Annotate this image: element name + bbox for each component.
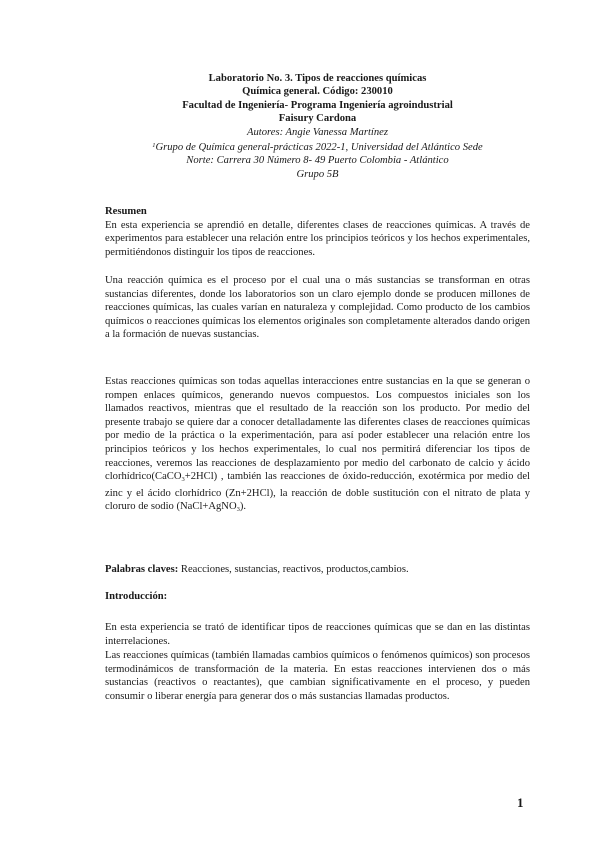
introduccion-heading [105,590,530,604]
resumen-paragraph-2: Una reacción química es el proceso por el cual una o más sustancias se transforman en otras sustancias diferentes, donde los laboratorios son un claro ejemplo donde se producen millones de reacciones químicas, las cuales varían en naturaleza y complejidad. Como producto de los cambios químicos o reacciones químicas los elementos originales son completamente alterados dando origen a la formación de nuevas sustancias. [105,275,530,341]
paragraph-3-text-c: ). [239,501,247,513]
agno3-subscript: 3 [236,506,240,514]
keywords-label: Palabras claves: [105,564,179,575]
introduccion-heading-text: Introducción: [105,591,168,602]
introduccion-paragraph-1: En esta experiencia se trató de identificar tipos de reacciones químicas que se dan en las distintas interrelaciones. [105,622,530,647]
resumen-paragraph-3 [105,375,530,517]
instructor-line: Faisury Cardona [278,113,357,125]
affiliation-text: Grupo de Química general-prácticas 2022-1, Universidad del Atlántico Sede [155,142,483,154]
resumen-section [105,205,530,259]
paper-header [105,72,530,181]
introduccion-paragraph-2: Las reacciones químicas (también llamadas cambios químicos o fenómenos químicos) son procesos termodinámicos de transformación de la materia. En estas reacciones intervienen dos o más sustancias (reactivos o reactantes), que cambian significativamente en el proceso, y pueden consumir o liberar energía para generar dos o más sustancias llamadas productos. [105,650,530,702]
paper-title: Laboratorio No. 3. Tipos de reacciones químicas [208,73,427,84]
affiliation-line-1 [105,139,530,154]
affiliation-superscript: 1 [152,142,156,150]
resumen-heading: Resumen [105,206,147,217]
authors-line: Autores: Angie Vanessa Martínez [247,126,388,138]
course-line: Química general. Código: 230010 [242,86,393,98]
group-line: Grupo 5B [296,168,339,180]
resumen-paragraph-1: En esta experiencia se aprendió en detalle, diferentes clases de reacciones químicas. A través de experimentos para establecer una relación entre los principios teóricos y los hechos experimentales, permitiéndonos distinguir los tipos de reacciones. [105,219,530,258]
keywords-text: Reacciones, sustancias, reactivos, productos,cambios. [178,564,409,575]
paragraph-3-text-b: +2HCl) , también las reacciones de óxido-reducción, exotérmica por medio del zinc y el ácido clorhídrico (Zn+2HCl), la reacción de doble sustitución con el nitrato de plata y cloruro de sodio (NaCl+AgNO [105,471,530,513]
keywords-line [105,563,530,577]
caco3-subscript: 3 [181,476,185,484]
faculty-line: Facultad de Ingeniería- Programa Ingeniería agroindustrial [182,99,453,111]
paragraph-3-text-a: Estas reacciones químicas son todas aquellas interacciones entre sustancias en la que se generan o rompen enlaces químicos, generando nuevos compuestos. Los compuestos iniciales son los llamados reactivos, mientras que el resultado de la reacción son los producto. Por medio del presente trabajo se quiere dar a conocer detalladamente las diferentes clases de reacciones químicas por medio de la práctica o la experimentación, para así poder establecer una relación entre los principios teóricos y los hechos experimentales, lo cual nos permitirá diferenciar los tipos de reacciones, veremos las reacciones de desplazamiento por medio del carbonato de calcio y ácido clorhídrico(CaCO [105,376,530,483]
affiliation-line-2: Norte: Carrera 30 Número 8- 49 Puerto Colombia - Atlántico [186,155,449,167]
page-number: 1 [517,795,524,810]
